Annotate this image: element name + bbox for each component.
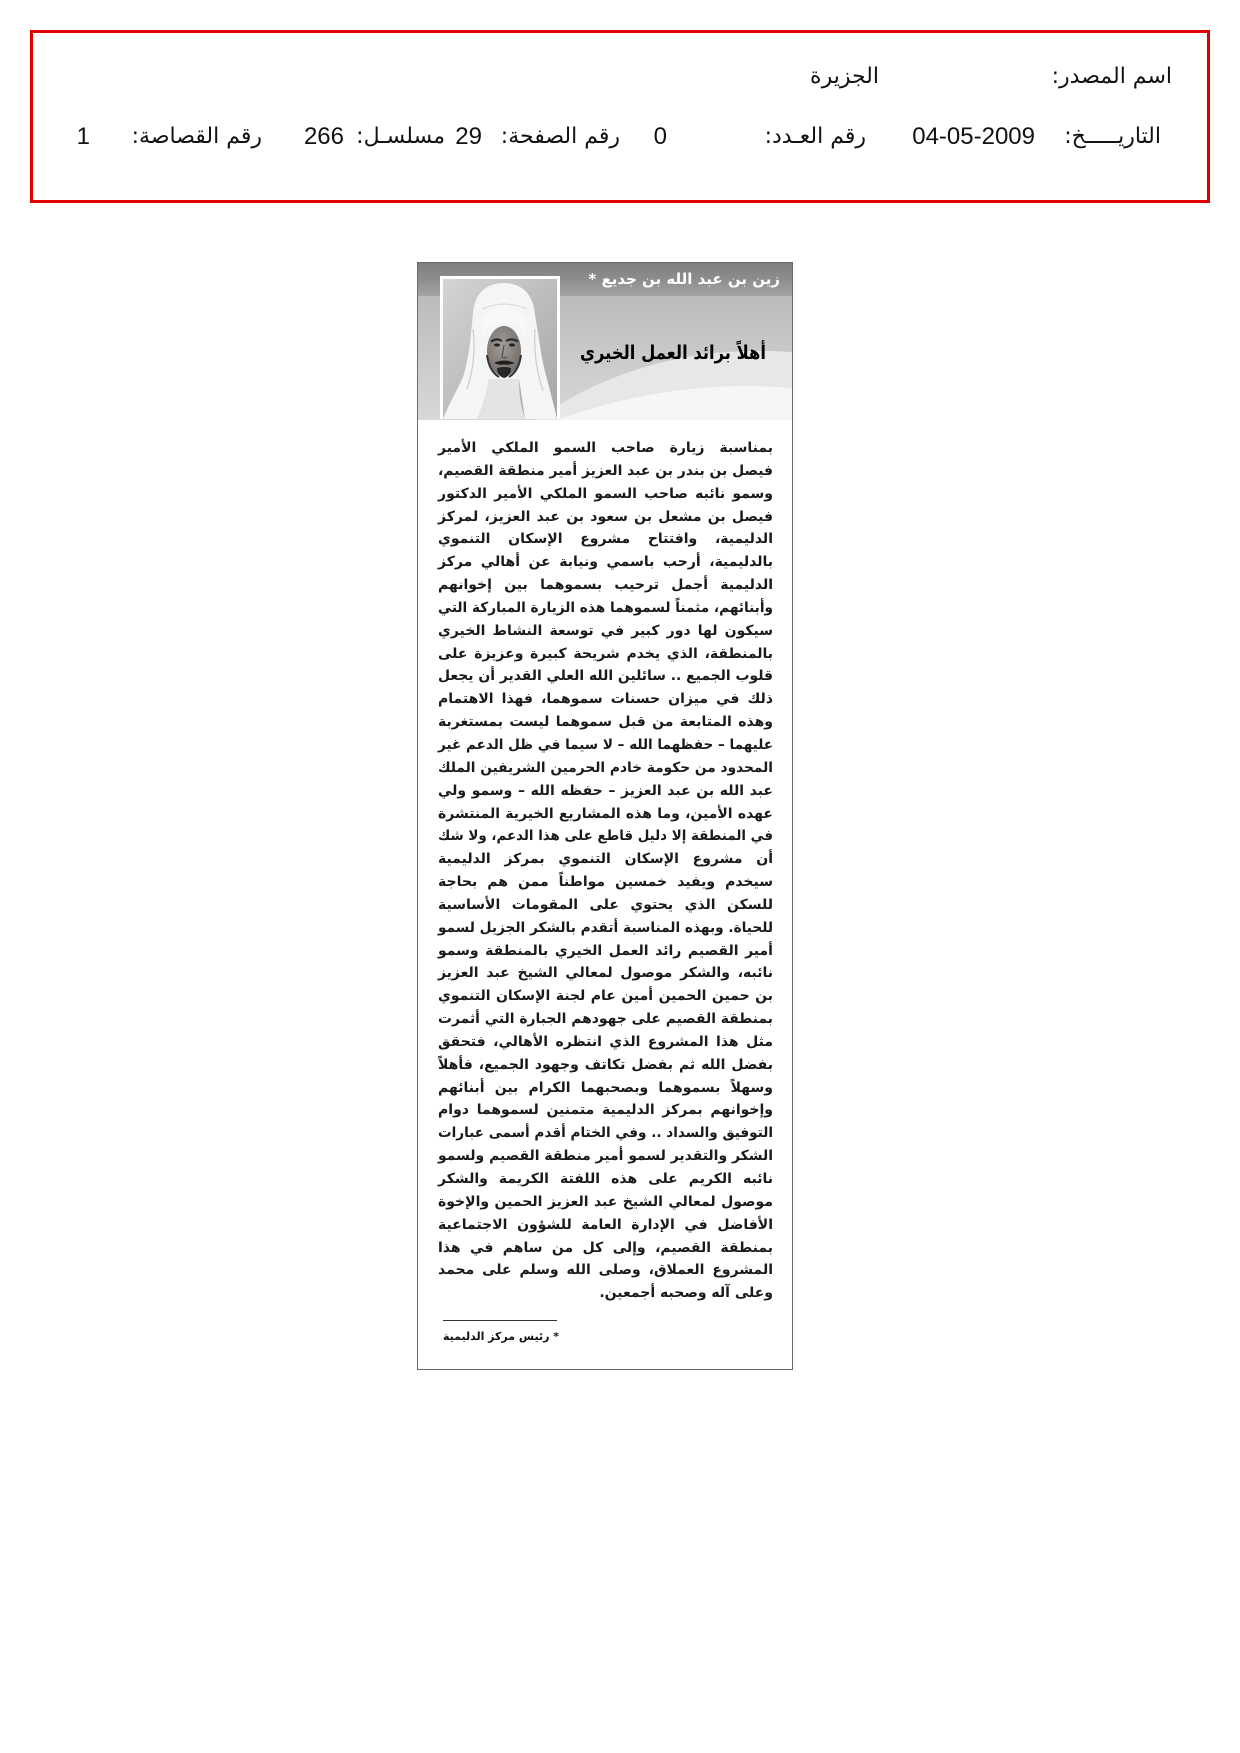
author-footnote: * رئيس مركز الدليمية — [442, 1330, 559, 1343]
right-eye — [509, 343, 515, 346]
article-title: أهلاً برائد العمل الخيري — [579, 342, 766, 364]
serial-label: مسلسـل: — [356, 124, 445, 149]
article-line: الدليمية أجمل ترحيب بسموهما بين إخوانهم — [437, 577, 773, 594]
article-line: سيخدم ويفيد خمسين مواطناً ممن هم بحاجة — [438, 874, 773, 891]
article-line: وأبنائهم، مثمناً لسموهما هذه الزيارة المباركة التي — [438, 599, 773, 616]
article-line: بالدليمية، أرحب باسمي ونيابة عن أهالي مركز — [438, 554, 773, 571]
author-photo — [440, 276, 560, 419]
article-line: بالمنطقة، الذي يخدم شريحة كبيرة وعزيزة على — [438, 645, 773, 662]
serial-value: 266 — [303, 123, 344, 150]
article-line: فيصل بن بندر بن عبد العزيز أمير منطقة القصيم، — [438, 462, 773, 479]
article-line: سيكون لها دور كبير في توسعة النشاط الخيري — [437, 622, 773, 639]
issue-value: 0 — [653, 123, 667, 150]
article-line: وسهلاً بسموهما وبصحبهما الكرام بين أبنائهم — [437, 1079, 773, 1096]
article-line: في المنطقة إلا دليل قاطع على هذا الدعم، ولا شك — [437, 828, 773, 845]
article-line: المحدود من حكومة خادم الحرمين الشريفين الملك — [437, 759, 773, 776]
issue-label: رقم العـدد: — [764, 124, 866, 149]
article-line: أن مشروع الإسكان التنموي بمركز الدليمية — [438, 851, 773, 868]
article-body — [438, 437, 773, 1305]
article-line: عهده الأمين، وما هذه المشاريع الخيرية المنتشرة — [437, 805, 773, 822]
article-line: وسمو نائبه صاحب السمو الملكي الأمير الدكتور — [438, 485, 773, 502]
article-line: نائبه الكريم على هذه اللفتة الكريمة والشكر — [437, 1171, 773, 1187]
article-clipping — [417, 262, 793, 1370]
article-line: موصول لمعالي الشيخ عبد العزيز الحمين والإخوة — [438, 1193, 773, 1210]
article-line: المشروع العملاق، وصلى الله وسلم على محمد — [438, 1262, 773, 1279]
article-line: عليهما – حفظهما الله – لا سيما في ظل الدعم غير — [438, 736, 773, 753]
author-portrait — [443, 279, 557, 419]
article-line: الدليمية، وافتتاح مشروع الإسكان التنموي — [438, 531, 773, 548]
article-line: بمنطقة القصيم، وإلى كل من ساهم في هذا — [438, 1239, 773, 1256]
article-line: بفضل الله ثم بفضل تكاتف وجهود الجميع، فأهلاً — [438, 1056, 773, 1073]
article-line: للسكن الذي يحتوي على المقومات الأساسية — [438, 896, 773, 913]
article-line: ذلك في ميزان حسنات سموهما، فهذا الاهتمام — [438, 691, 773, 708]
date-label: التاريـــــخ: — [1064, 124, 1161, 149]
article-line: بمناسبة زيارة صاحب السمو الملكي الأمير — [438, 440, 773, 456]
article-line: مثل هذا المشروع الذي انتظره الأهالي، فتحقق — [438, 1033, 773, 1050]
clip-number-label: رقم القصاصة: — [131, 124, 262, 149]
article-line: فيصل بن مشعل بن سعود بن عبد العزيز، لمركز — [438, 508, 773, 525]
article-line: الأفاضل في الإدارة العامة للشؤون الاجتماعية — [438, 1216, 773, 1233]
source-label: اسم المصدر: — [1051, 64, 1172, 89]
article-line: الشكر والتقدير لسمو أمير منطقة القصيم ولسمو — [438, 1148, 773, 1165]
article-line: أمير القصيم رائد العمل الخيري بالمنطقة وسمو — [438, 942, 773, 959]
footnote-divider — [443, 1320, 557, 1321]
article-line: بن حمين الحمين أمين عام لجنة الإسكان التنموي — [438, 988, 773, 1005]
article-line: وعلى آله وصحبه أجمعين. — [599, 1285, 773, 1302]
article-line: بمنطقة القصيم على جهودهم الجبارة التي أثمرت — [438, 1011, 773, 1028]
article-line: للحياة. وبهذه المناسبة أتقدم بالشكر الجزيل لسمو — [438, 919, 773, 936]
article-line: التوفيق والسداد .. وفي الختام أقدم أسمى عبارات — [437, 1125, 773, 1142]
date-value: 04-05-2009 — [912, 123, 1035, 150]
metadata-frame — [30, 30, 1210, 203]
source-value: الجزيرة — [810, 64, 879, 89]
article-line: عبد الله بن عبد العزيز – حفظه الله – وسمو ولي — [437, 782, 773, 799]
author-name: زين بن عبد الله بن جديع * — [588, 270, 780, 288]
left-eye — [494, 343, 500, 346]
article-line: قلوب الجميع .. سائلين الله العلي القدير أن يجعل — [437, 668, 773, 685]
article-line: وهذه المتابعة من قبل سموهما ليست بمستغربة — [438, 714, 773, 731]
article-line: وإخوانهم بمركز الدليمية متمنين لسموهما دوام — [438, 1102, 773, 1119]
article-line: نائبه، والشكر موصول لمعالي الشيخ عبد العزيز — [437, 965, 773, 982]
page-number-label: رقم الصفحة: — [500, 124, 620, 149]
clip-number-value: 1 — [76, 123, 90, 150]
page-number-value: 29 — [455, 123, 482, 150]
